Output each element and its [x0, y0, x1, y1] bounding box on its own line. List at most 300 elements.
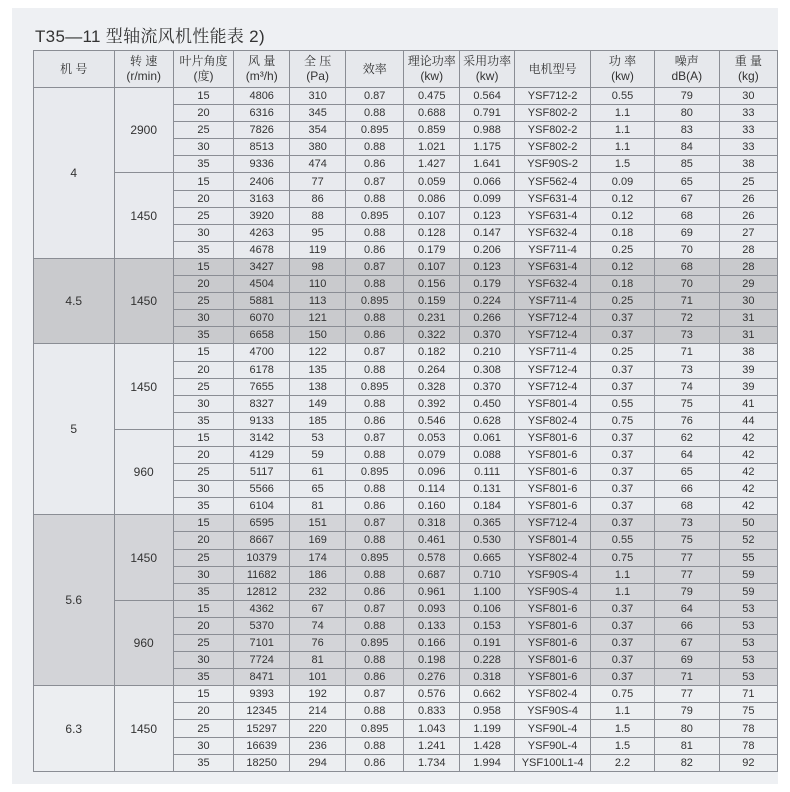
motor-model-cell: YSF631-4: [515, 190, 591, 207]
total-pressure-cell: 380: [290, 139, 346, 156]
air-flow-cell: 7826: [234, 122, 290, 139]
weight-cell: 41: [719, 395, 777, 412]
weight-cell: 53: [719, 635, 777, 652]
table-row: [34, 686, 778, 703]
column-header: [404, 51, 460, 88]
noise-cell: 64: [654, 600, 719, 617]
column-header-line: 理论功率: [407, 54, 456, 68]
noise-cell: 73: [654, 515, 719, 532]
weight-cell: 42: [719, 464, 777, 481]
column-header-line: 机 号: [60, 61, 88, 76]
column-header: [34, 51, 115, 88]
motor-model-cell: YSF712-4: [515, 310, 591, 327]
motor-model-cell: YSF712-4: [515, 327, 591, 344]
rated-power-cell: 0.308: [460, 361, 515, 378]
column-header-line: (kw): [420, 69, 444, 83]
theoretical-power-cell: 0.198: [404, 652, 460, 669]
rated-power-cell: 0.791: [460, 105, 515, 122]
air-flow-cell: 10379: [234, 549, 290, 566]
table-row: [34, 600, 778, 617]
efficiency-cell: 0.87: [346, 88, 404, 105]
efficiency-cell: 0.88: [346, 224, 404, 241]
column-header: [114, 51, 173, 88]
theoretical-power-cell: 0.133: [404, 617, 460, 634]
air-flow-cell: 3427: [234, 258, 290, 275]
theoretical-power-cell: 0.182: [404, 344, 460, 361]
blade-angle-cell: 15: [173, 88, 233, 105]
blade-angle-cell: 15: [173, 600, 233, 617]
motor-model-cell: YSF801-6: [515, 669, 591, 686]
air-flow-cell: 5370: [234, 617, 290, 634]
air-flow-cell: 4678: [234, 241, 290, 258]
column-header-line: 效率: [362, 61, 387, 76]
efficiency-cell: 0.87: [346, 344, 404, 361]
weight-cell: 29: [719, 276, 777, 293]
theoretical-power-cell: 0.318: [404, 515, 460, 532]
rated-power-cell: 0.111: [460, 464, 515, 481]
motor-model-cell: YSF712-4: [515, 378, 591, 395]
motor-model-cell: YSF801-6: [515, 481, 591, 498]
column-header: [654, 51, 719, 88]
motor-power-cell: 1.1: [591, 566, 655, 583]
column-header-line: (kw): [475, 69, 499, 83]
motor-power-cell: 0.18: [591, 276, 655, 293]
motor-model-cell: YSF711-4: [515, 344, 591, 361]
total-pressure-cell: 294: [290, 754, 346, 771]
column-header-line: 噪声: [674, 54, 699, 68]
rated-power-cell: 0.147: [460, 224, 515, 241]
total-pressure-cell: 86: [290, 190, 346, 207]
efficiency-cell: 0.86: [346, 156, 404, 173]
model-number-cell: 5.6: [34, 515, 115, 686]
theoretical-power-cell: 0.392: [404, 395, 460, 412]
total-pressure-cell: 169: [290, 532, 346, 549]
air-flow-cell: 6316: [234, 105, 290, 122]
efficiency-cell: 0.86: [346, 754, 404, 771]
motor-power-cell: 1.1: [591, 105, 655, 122]
motor-power-cell: 0.37: [591, 600, 655, 617]
air-flow-cell: 8513: [234, 139, 290, 156]
total-pressure-cell: 119: [290, 241, 346, 258]
air-flow-cell: 3920: [234, 207, 290, 224]
air-flow-cell: 4362: [234, 600, 290, 617]
weight-cell: 33: [719, 105, 777, 122]
weight-cell: 38: [719, 344, 777, 361]
noise-cell: 85: [654, 156, 719, 173]
motor-model-cell: YSF632-4: [515, 276, 591, 293]
motor-power-cell: 1.1: [591, 703, 655, 720]
theoretical-power-cell: 0.687: [404, 566, 460, 583]
noise-cell: 65: [654, 464, 719, 481]
motor-model-cell: YSF562-4: [515, 173, 591, 190]
speed-cell: 1450: [114, 344, 173, 429]
speed-cell: 1450: [114, 515, 173, 600]
column-header-line: 功 率: [608, 54, 637, 68]
theoretical-power-cell: 0.833: [404, 703, 460, 720]
rated-power-cell: 0.061: [460, 429, 515, 446]
efficiency-cell: 0.88: [346, 190, 404, 207]
efficiency-cell: 0.88: [346, 481, 404, 498]
blade-angle-cell: 35: [173, 241, 233, 258]
theoretical-power-cell: 0.475: [404, 88, 460, 105]
weight-cell: 26: [719, 207, 777, 224]
rated-power-cell: 1.641: [460, 156, 515, 173]
motor-model-cell: YSF802-2: [515, 105, 591, 122]
rated-power-cell: 0.266: [460, 310, 515, 327]
rated-power-cell: 0.370: [460, 327, 515, 344]
noise-cell: 79: [654, 583, 719, 600]
weight-cell: 53: [719, 669, 777, 686]
table-body: [34, 88, 778, 772]
motor-power-cell: 1.1: [591, 139, 655, 156]
blade-angle-cell: 15: [173, 515, 233, 532]
air-flow-cell: 7655: [234, 378, 290, 395]
blade-angle-cell: 35: [173, 156, 233, 173]
rated-power-cell: 0.958: [460, 703, 515, 720]
blade-angle-cell: 35: [173, 583, 233, 600]
motor-model-cell: YSF632-4: [515, 224, 591, 241]
header-row: [34, 51, 778, 88]
efficiency-cell: 0.895: [346, 549, 404, 566]
motor-power-cell: 1.5: [591, 720, 655, 737]
rated-power-cell: 1.428: [460, 737, 515, 754]
column-header-line: 电机型号: [528, 61, 577, 76]
weight-cell: 59: [719, 583, 777, 600]
blade-angle-cell: 20: [173, 617, 233, 634]
efficiency-cell: 0.86: [346, 327, 404, 344]
air-flow-cell: 4504: [234, 276, 290, 293]
efficiency-cell: 0.895: [346, 464, 404, 481]
page-edge: [778, 0, 790, 792]
air-flow-cell: 6178: [234, 361, 290, 378]
motor-power-cell: 0.25: [591, 344, 655, 361]
total-pressure-cell: 81: [290, 652, 346, 669]
theoretical-power-cell: 0.107: [404, 207, 460, 224]
column-header: [460, 51, 515, 88]
weight-cell: 55: [719, 549, 777, 566]
motor-model-cell: YSF802-2: [515, 139, 591, 156]
motor-power-cell: 0.55: [591, 88, 655, 105]
efficiency-cell: 0.895: [346, 122, 404, 139]
total-pressure-cell: 186: [290, 566, 346, 583]
noise-cell: 70: [654, 241, 719, 258]
air-flow-cell: 4129: [234, 446, 290, 463]
motor-power-cell: 0.37: [591, 652, 655, 669]
total-pressure-cell: 101: [290, 669, 346, 686]
motor-power-cell: 0.75: [591, 549, 655, 566]
air-flow-cell: 12345: [234, 703, 290, 720]
motor-model-cell: YSF801-6: [515, 617, 591, 634]
noise-cell: 66: [654, 617, 719, 634]
noise-cell: 71: [654, 669, 719, 686]
total-pressure-cell: 81: [290, 498, 346, 515]
motor-power-cell: 0.37: [591, 464, 655, 481]
theoretical-power-cell: 1.427: [404, 156, 460, 173]
motor-model-cell: YSF802-4: [515, 686, 591, 703]
rated-power-cell: 0.710: [460, 566, 515, 583]
total-pressure-cell: 149: [290, 395, 346, 412]
table-row: [34, 429, 778, 446]
air-flow-cell: 4806: [234, 88, 290, 105]
rated-power-cell: 0.099: [460, 190, 515, 207]
efficiency-cell: 0.88: [346, 703, 404, 720]
noise-cell: 66: [654, 481, 719, 498]
air-flow-cell: 4700: [234, 344, 290, 361]
motor-power-cell: 0.12: [591, 190, 655, 207]
noise-cell: 77: [654, 566, 719, 583]
noise-cell: 72: [654, 310, 719, 327]
motor-power-cell: 0.37: [591, 361, 655, 378]
noise-cell: 62: [654, 429, 719, 446]
weight-cell: 28: [719, 258, 777, 275]
air-flow-cell: 8667: [234, 532, 290, 549]
efficiency-cell: 0.87: [346, 515, 404, 532]
noise-cell: 83: [654, 122, 719, 139]
total-pressure-cell: 232: [290, 583, 346, 600]
theoretical-power-cell: 0.093: [404, 600, 460, 617]
air-flow-cell: 5566: [234, 481, 290, 498]
efficiency-cell: 0.87: [346, 258, 404, 275]
theoretical-power-cell: 1.734: [404, 754, 460, 771]
model-number-cell: 4: [34, 88, 115, 259]
column-header-line: (r/min): [126, 69, 162, 83]
weight-cell: 59: [719, 566, 777, 583]
table-row: [34, 344, 778, 361]
weight-cell: 53: [719, 617, 777, 634]
total-pressure-cell: 113: [290, 293, 346, 310]
table-row: [34, 515, 778, 532]
rated-power-cell: 0.228: [460, 652, 515, 669]
efficiency-cell: 0.88: [346, 737, 404, 754]
blade-angle-cell: 25: [173, 207, 233, 224]
theoretical-power-cell: 0.128: [404, 224, 460, 241]
table-title: T35—11 型轴流风机性能表 2): [35, 27, 265, 46]
weight-cell: 25: [719, 173, 777, 190]
rated-power-cell: 0.665: [460, 549, 515, 566]
theoretical-power-cell: 0.461: [404, 532, 460, 549]
rated-power-cell: 0.365: [460, 515, 515, 532]
total-pressure-cell: 121: [290, 310, 346, 327]
total-pressure-cell: 76: [290, 635, 346, 652]
theoretical-power-cell: 0.179: [404, 241, 460, 258]
total-pressure-cell: 77: [290, 173, 346, 190]
blade-angle-cell: 30: [173, 566, 233, 583]
weight-cell: 44: [719, 412, 777, 429]
total-pressure-cell: 67: [290, 600, 346, 617]
noise-cell: 77: [654, 686, 719, 703]
weight-cell: 26: [719, 190, 777, 207]
motor-model-cell: YSF90L-4: [515, 720, 591, 737]
blade-angle-cell: 25: [173, 122, 233, 139]
blade-angle-cell: 25: [173, 720, 233, 737]
air-flow-cell: 15297: [234, 720, 290, 737]
motor-model-cell: YSF802-4: [515, 549, 591, 566]
weight-cell: 42: [719, 498, 777, 515]
motor-model-cell: YSF801-4: [515, 395, 591, 412]
rated-power-cell: 0.191: [460, 635, 515, 652]
rated-power-cell: 0.106: [460, 600, 515, 617]
motor-model-cell: YSF631-4: [515, 207, 591, 224]
motor-power-cell: 0.37: [591, 446, 655, 463]
motor-model-cell: YSF712-2: [515, 88, 591, 105]
theoretical-power-cell: 0.859: [404, 122, 460, 139]
efficiency-cell: 0.86: [346, 669, 404, 686]
motor-model-cell: YSF712-4: [515, 361, 591, 378]
blade-angle-cell: 25: [173, 635, 233, 652]
column-header: [290, 51, 346, 88]
efficiency-cell: 0.895: [346, 378, 404, 395]
rated-power-cell: 0.628: [460, 412, 515, 429]
blade-angle-cell: 15: [173, 344, 233, 361]
rated-power-cell: 0.988: [460, 122, 515, 139]
motor-model-cell: YSF802-2: [515, 122, 591, 139]
total-pressure-cell: 474: [290, 156, 346, 173]
motor-power-cell: 0.09: [591, 173, 655, 190]
air-flow-cell: 16639: [234, 737, 290, 754]
weight-cell: 38: [719, 156, 777, 173]
rated-power-cell: 1.199: [460, 720, 515, 737]
total-pressure-cell: 74: [290, 617, 346, 634]
efficiency-cell: 0.88: [346, 617, 404, 634]
noise-cell: 67: [654, 635, 719, 652]
efficiency-cell: 0.88: [346, 566, 404, 583]
column-header: [515, 51, 591, 88]
air-flow-cell: 8471: [234, 669, 290, 686]
motor-model-cell: YSF711-4: [515, 293, 591, 310]
noise-cell: 74: [654, 378, 719, 395]
total-pressure-cell: 95: [290, 224, 346, 241]
blade-angle-cell: 25: [173, 464, 233, 481]
blade-angle-cell: 20: [173, 532, 233, 549]
total-pressure-cell: 110: [290, 276, 346, 293]
motor-model-cell: YSF712-4: [515, 515, 591, 532]
motor-power-cell: 0.37: [591, 669, 655, 686]
noise-cell: 67: [654, 190, 719, 207]
weight-cell: 30: [719, 88, 777, 105]
total-pressure-cell: 310: [290, 88, 346, 105]
theoretical-power-cell: 0.096: [404, 464, 460, 481]
motor-power-cell: 0.37: [591, 635, 655, 652]
motor-power-cell: 0.75: [591, 686, 655, 703]
motor-power-cell: 0.37: [591, 481, 655, 498]
column-header-line: (m³/h): [245, 69, 278, 83]
total-pressure-cell: 354: [290, 122, 346, 139]
rated-power-cell: 0.131: [460, 481, 515, 498]
weight-cell: 53: [719, 652, 777, 669]
blade-angle-cell: 15: [173, 173, 233, 190]
weight-cell: 75: [719, 703, 777, 720]
efficiency-cell: 0.895: [346, 293, 404, 310]
rated-power-cell: 0.224: [460, 293, 515, 310]
rated-power-cell: 0.318: [460, 669, 515, 686]
column-header: [234, 51, 290, 88]
blade-angle-cell: 25: [173, 378, 233, 395]
rated-power-cell: 0.123: [460, 207, 515, 224]
noise-cell: 71: [654, 344, 719, 361]
motor-model-cell: YSF711-4: [515, 241, 591, 258]
total-pressure-cell: 135: [290, 361, 346, 378]
column-header-line: dB(A): [671, 69, 703, 83]
efficiency-cell: 0.88: [346, 532, 404, 549]
blade-angle-cell: 35: [173, 412, 233, 429]
total-pressure-cell: 174: [290, 549, 346, 566]
efficiency-cell: 0.87: [346, 429, 404, 446]
rated-power-cell: 0.662: [460, 686, 515, 703]
total-pressure-cell: 220: [290, 720, 346, 737]
column-header-line: 叶片角度: [179, 54, 228, 68]
weight-cell: 52: [719, 532, 777, 549]
noise-cell: 65: [654, 173, 719, 190]
rated-power-cell: 0.564: [460, 88, 515, 105]
efficiency-cell: 0.86: [346, 498, 404, 515]
rated-power-cell: 0.184: [460, 498, 515, 515]
theoretical-power-cell: 1.021: [404, 139, 460, 156]
total-pressure-cell: 53: [290, 429, 346, 446]
blade-angle-cell: 30: [173, 395, 233, 412]
theoretical-power-cell: 0.156: [404, 276, 460, 293]
blade-angle-cell: 35: [173, 498, 233, 515]
motor-power-cell: 0.75: [591, 412, 655, 429]
theoretical-power-cell: 0.053: [404, 429, 460, 446]
theoretical-power-cell: 0.079: [404, 446, 460, 463]
weight-cell: 27: [719, 224, 777, 241]
motor-model-cell: YSF802-4: [515, 412, 591, 429]
total-pressure-cell: 236: [290, 737, 346, 754]
motor-power-cell: 0.12: [591, 207, 655, 224]
air-flow-cell: 6070: [234, 310, 290, 327]
blade-angle-cell: 35: [173, 754, 233, 771]
rated-power-cell: 0.123: [460, 258, 515, 275]
weight-cell: 31: [719, 310, 777, 327]
blade-angle-cell: 15: [173, 429, 233, 446]
column-header: [346, 51, 404, 88]
efficiency-cell: 0.86: [346, 412, 404, 429]
model-number-cell: 6.3: [34, 686, 115, 771]
column-header-line: (kw): [611, 69, 634, 83]
column-header-line: (Pa): [306, 69, 329, 83]
blade-angle-cell: 15: [173, 258, 233, 275]
noise-cell: 68: [654, 207, 719, 224]
blade-angle-cell: 35: [173, 327, 233, 344]
efficiency-cell: 0.88: [346, 395, 404, 412]
motor-power-cell: 0.12: [591, 258, 655, 275]
motor-power-cell: 0.55: [591, 395, 655, 412]
noise-cell: 76: [654, 412, 719, 429]
total-pressure-cell: 185: [290, 412, 346, 429]
efficiency-cell: 0.87: [346, 173, 404, 190]
rated-power-cell: 0.153: [460, 617, 515, 634]
motor-model-cell: YSF100L1-4: [515, 754, 591, 771]
noise-cell: 73: [654, 327, 719, 344]
air-flow-cell: 2406: [234, 173, 290, 190]
motor-model-cell: YSF90S-4: [515, 583, 591, 600]
rated-power-cell: 0.210: [460, 344, 515, 361]
weight-cell: 33: [719, 122, 777, 139]
column-header-line: 重 量: [734, 54, 763, 68]
column-header-line: 转 速: [130, 54, 158, 68]
column-header: [719, 51, 777, 88]
theoretical-power-cell: 1.241: [404, 737, 460, 754]
air-flow-cell: 9336: [234, 156, 290, 173]
air-flow-cell: 12812: [234, 583, 290, 600]
weight-cell: 30: [719, 293, 777, 310]
theoretical-power-cell: 1.043: [404, 720, 460, 737]
motor-model-cell: YSF801-6: [515, 635, 591, 652]
efficiency-cell: 0.88: [346, 276, 404, 293]
theoretical-power-cell: 0.107: [404, 258, 460, 275]
noise-cell: 80: [654, 105, 719, 122]
theoretical-power-cell: 0.576: [404, 686, 460, 703]
